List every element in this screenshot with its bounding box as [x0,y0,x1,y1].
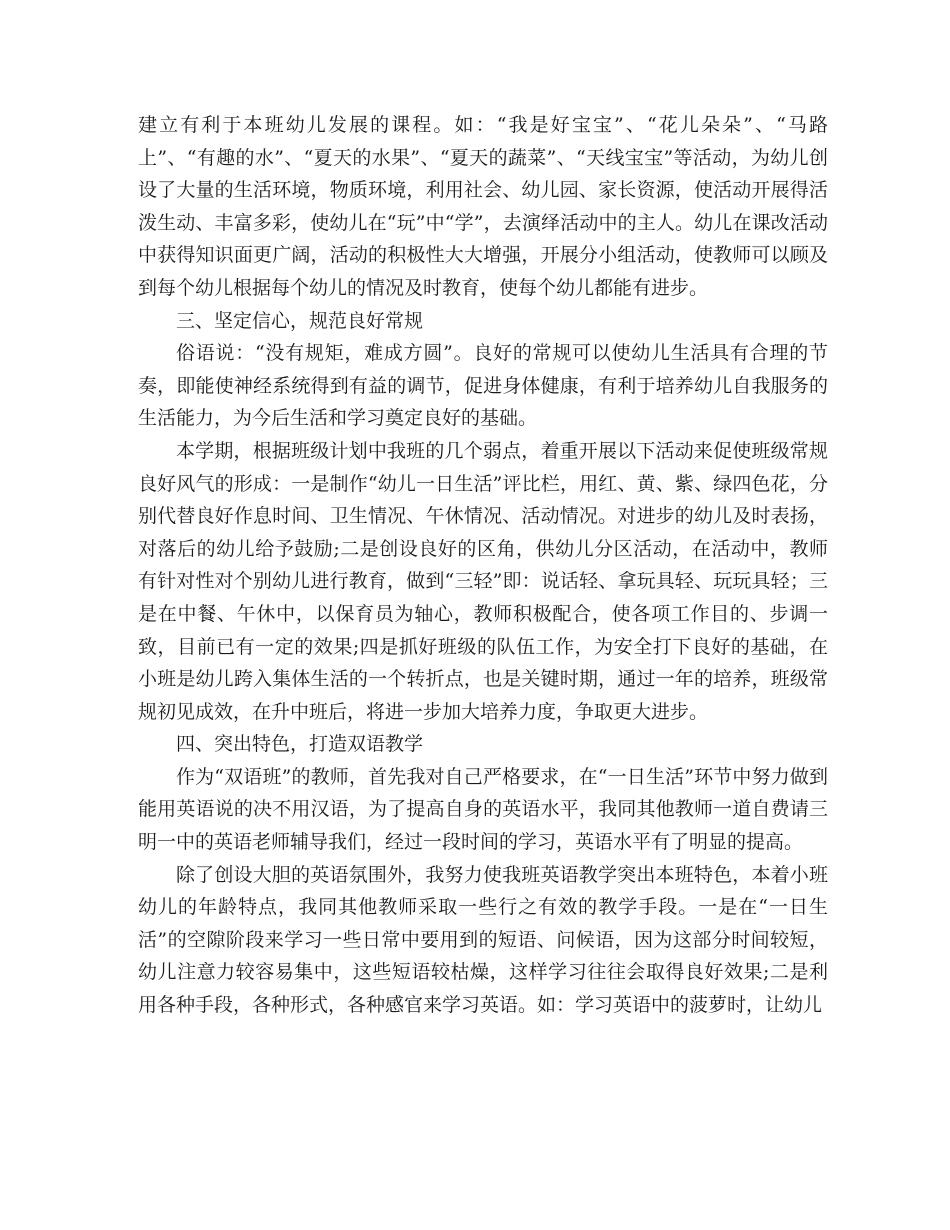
paragraph-bilingual-teacher: 作为“双语班”的教师，首先我对自己严格要求，在“一日生活”环节中努力做到能用英语说的决不用汉语，为了提高自身的英语水平，我同其他教师一道自费请三明一中的英语老师辅导我们，经过一段时间的学习，英语水平有了明显的提高。 [138,765,828,854]
paragraph-curriculum: 建立有利于本班幼儿发展的课程。如：“我是好宝宝”、“花儿朵朵”、“马路上”、“有趣的水”、“夏天的水果”、“夏天的蔬菜”、“天线宝宝”等活动，为幼儿创设了大量的生活环境，物质环境，利用社会、幼儿园、家长资源，使活动开展得活泼生动、丰富多彩，使幼儿在“玩”中“学”，去演绎活动中的主人。幼儿在课改活动中获得知识面更广阔，活动的积极性大大增强，开展分小组活动，使教师可以顾及到每个幼儿根据每个幼儿的情况及时教育，使每个幼儿都能有进步。 [138,114,828,299]
paragraph-semester-activities: 本学期，根据班级计划中我班的几个弱点，着重开展以下活动来促使班级常规良好风气的形成：一是制作“幼儿一日生活”评比栏，用红、黄、紫、绿四色花，分别代替良好作息时间、卫生情况、午休情况、活动情况。对进步的幼儿及时表扬，对落后的幼儿给予鼓励;二是创设良好的区角，供幼儿分区活动，在活动中，教师有针对性对个别幼儿进行教育，做到“三轻”即：说话轻、拿玩具轻、玩玩具轻；三是在中餐、午休中，以保育员为轴心，教师积极配合，使各项工作目的、步调一致，目前已有一定的效果;四是抓好班级的队伍工作，为安全打下良好的基础，在小班是幼儿跨入集体生活的一个转折点，也是关键时期，通过一年的培养，班级常规初见成效，在升中班后，将进一步加大培养力度，争取更大进步。 [138,439,828,723]
paragraph-proverb: 俗语说：“没有规矩，难成方圆”。良好的常规可以使幼儿生活具有合理的节奏，即能使神经系统得到有益的调节，促进身体健康，有利于培养幼儿自我服务的生活能力，为今后生活和学习奠定良好的基础。 [138,342,828,430]
document-body [138,109,828,1022]
section-heading-routines: 三、坚定信心，规范良好常规 [176,309,424,332]
section-heading-bilingual: 四、突出特色，打造双语教学 [176,733,424,756]
paragraph-english-teaching: 除了创设大胆的英语氛围外，我努力使我班英语教学突出本班特色，本着小班幼儿的年龄特点，我同其他教师采取一些行之有效的教学手段。一是在“一日生活”的空隙阶段来学习一些日常中要用到的短语、问候语，因为这部分时间较短，幼儿注意力较容易集中，这些短语较枯燥，这样学习往往会取得良好效果;二是利用各种手段，各种形式，各种感官来学习英语。如：学习英语中的菠萝时，让幼儿 [138,863,828,1017]
